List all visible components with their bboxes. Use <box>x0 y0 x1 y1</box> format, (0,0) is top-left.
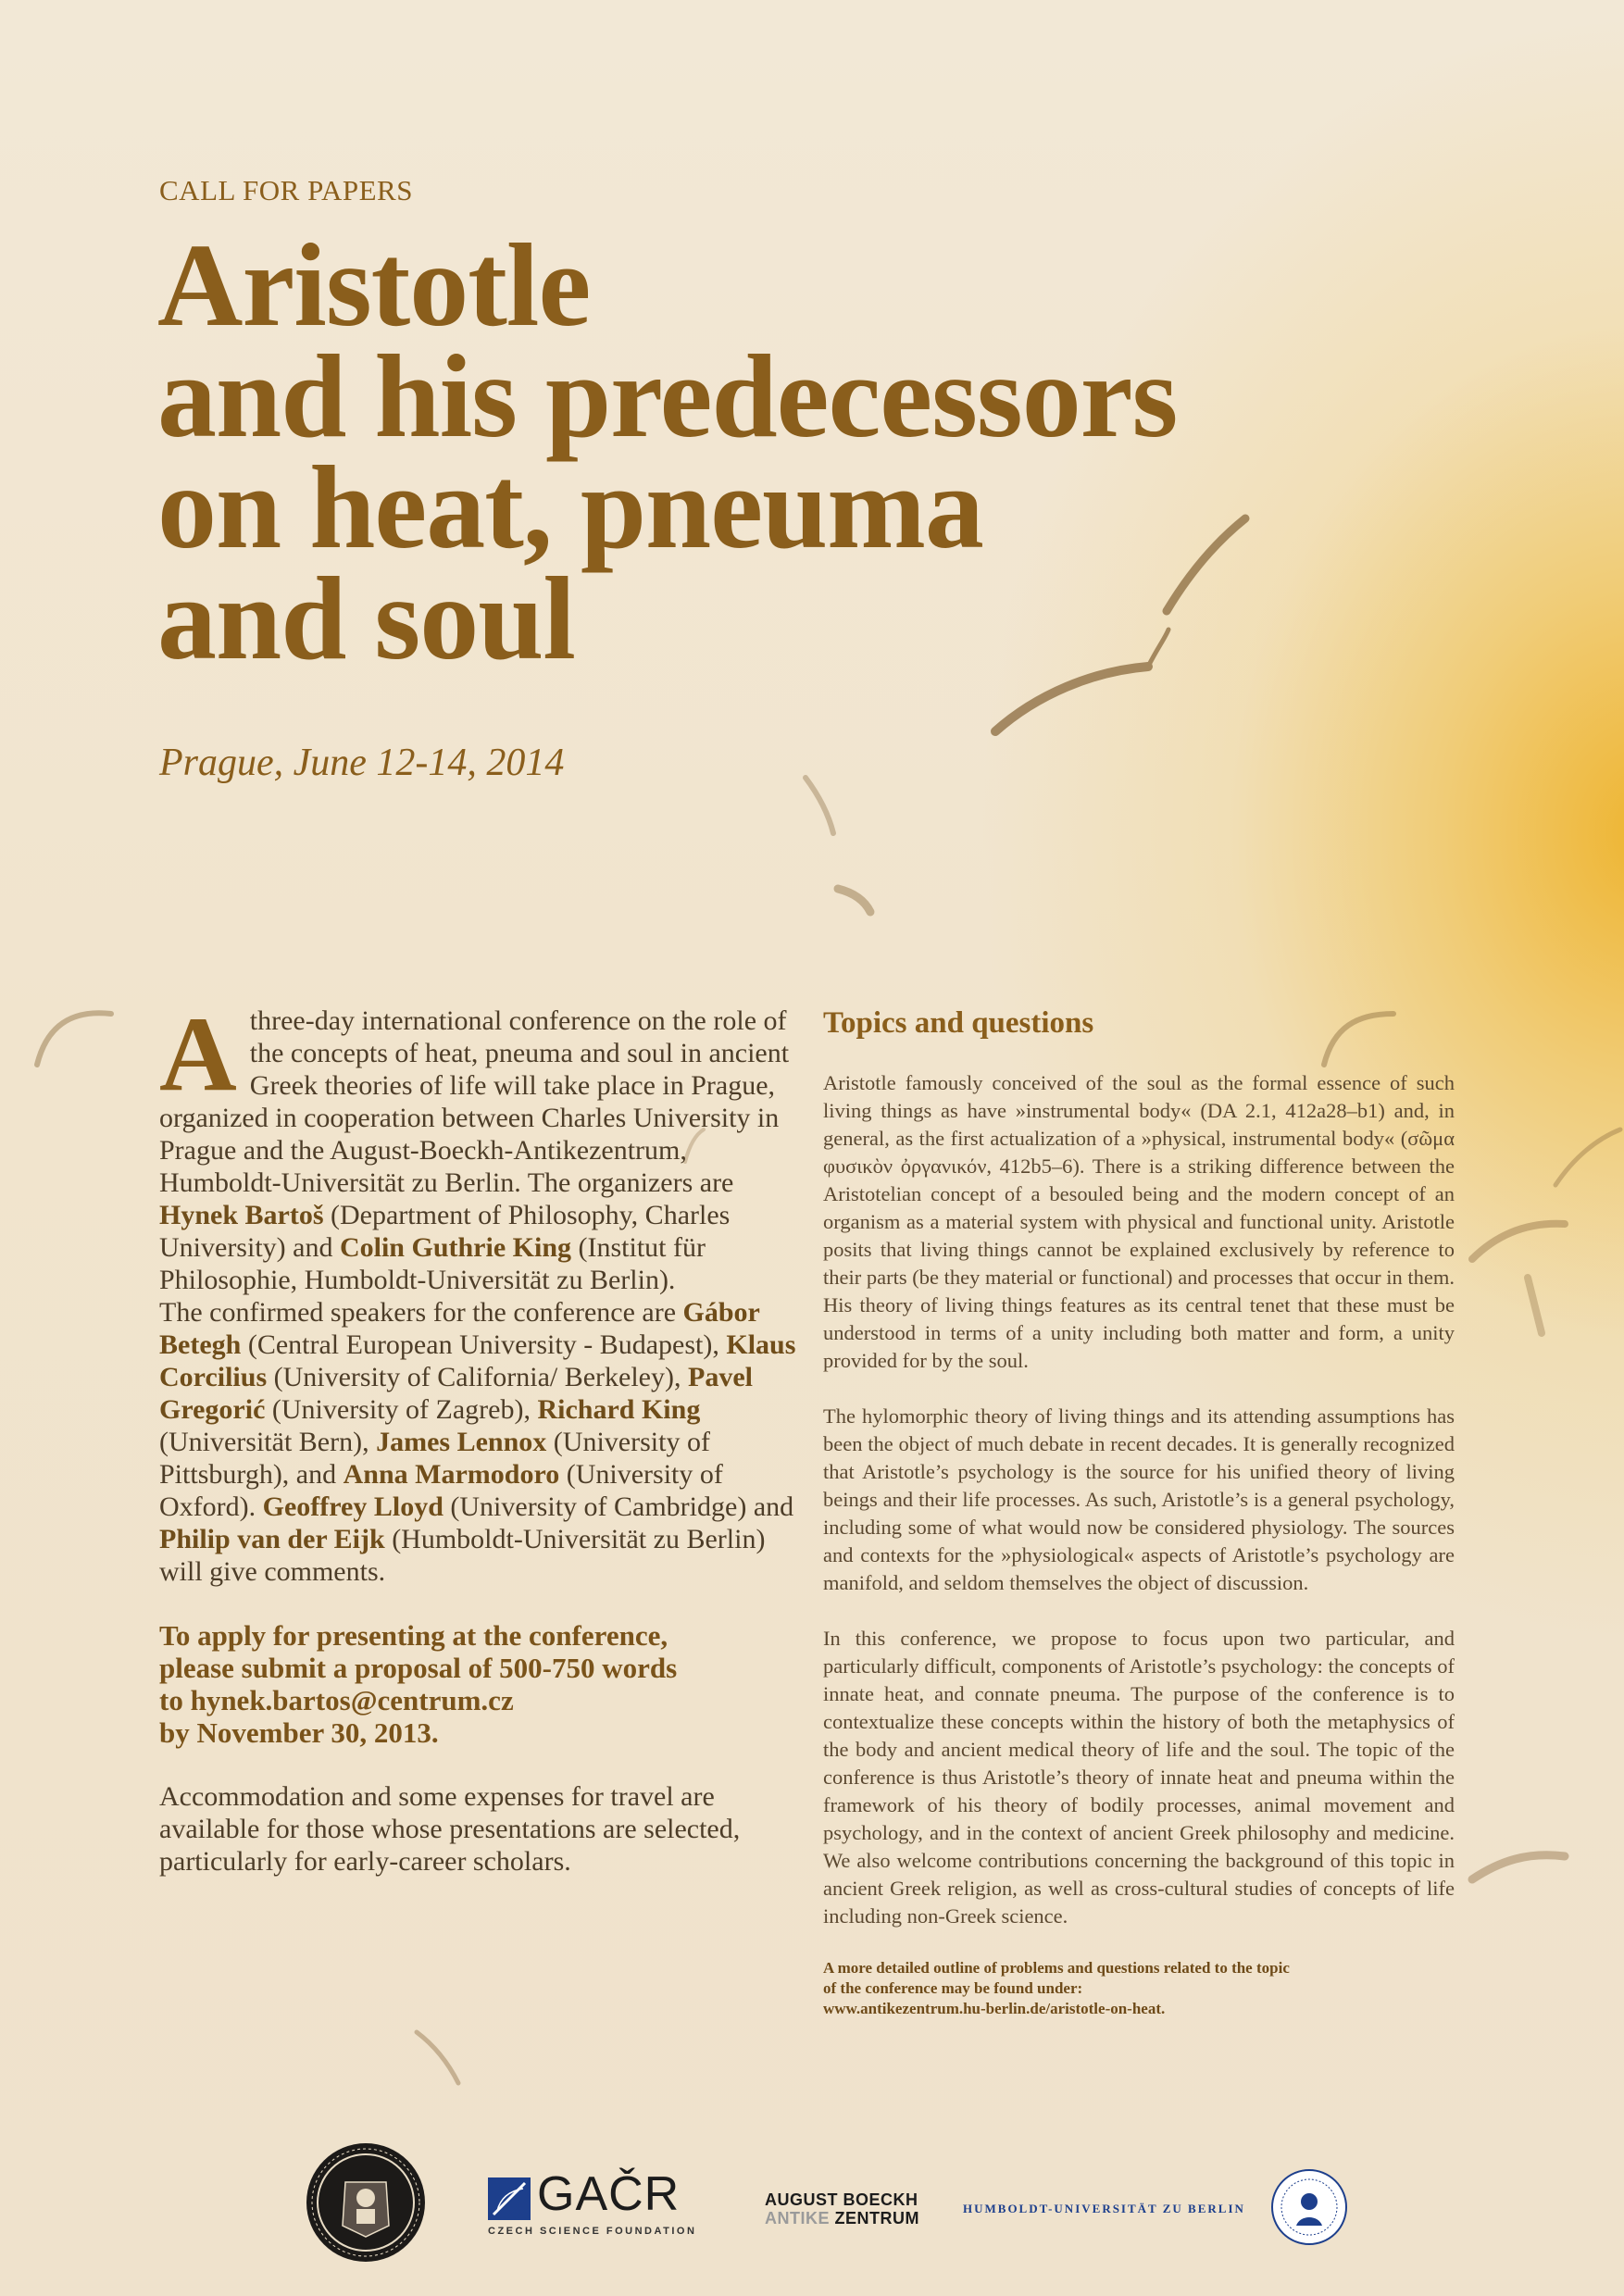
intro-text: (Institut für Philosophie, Humboldt-Universität zu Berlin). <box>159 1232 706 1295</box>
bird-shape <box>995 667 1148 731</box>
apply-line: please submit a proposal of 500-750 words <box>159 1652 678 1684</box>
speaker-affiliation: (Humboldt-Universität zu Berlin) will give comments. <box>159 1524 766 1587</box>
speakers-intro: The confirmed speakers for the conference are <box>159 1297 683 1328</box>
accommodation-note: Accommodation and some expenses for travel are available for those whose presentations are selected, particularly for early-career scholars. <box>159 1781 741 1877</box>
speaker-name: Gábor Betegh <box>159 1297 760 1360</box>
apply-deadline-line: by November 30, 2013. <box>159 1716 439 1749</box>
apply-line: To apply for presenting at the conference, <box>159 1619 668 1652</box>
speaker-name: Philip van der Eijk <box>159 1524 385 1554</box>
bird-shape <box>37 1013 111 1065</box>
topics-paragraph: The hylomorphic theory of living things and its attending assumptions has been the object of much debate in recent decades. It is generally recognized that Aristotle’s psychology is the source for his unified theory of living beings and their life processes. As such, Aristotle’s is a general psychology, including some of what would now be considered physiology. The sources and contexts for the »physiological« aspects of Aristotle’s psychology are manifold, and seldom themselves the object of discussion. <box>823 1404 1455 1594</box>
speaker-affiliation: (Central European University - Budapest), <box>241 1329 727 1360</box>
humboldt-seal-icon <box>1270 2168 1348 2246</box>
title-line: and his predecessors <box>157 331 1178 462</box>
speakers-paragraph <box>159 1296 800 1588</box>
speaker-name: Geoffrey Lloyd <box>262 1491 443 1522</box>
boeckh-logo-line1: AUGUST BOECKH <box>765 2190 918 2209</box>
title-line: and soul <box>157 553 575 684</box>
topics-paragraph: Aristotle famously conceived of the soul as the formal essence of such living things as have »instrumental body« (DA 2.1, 412a28–b1) and, in general, as the first actualization of a »physical, instrumental body« (σῶμα φυσικὸν ὀργανικόν, 412b5–6). There is a striking difference between the Aristotelian concept of a besouled being and the modern concept of an organism as a material system with physical and functional unity. Aristotle posits that living things cannot be explained exclusively by reference to their parts (be they material or functional) and processes that occur in them. His theory of living things features as its central tenet that these must be understood in terms of a unity including both matter and form, a unity provided for by the soul. <box>823 1071 1455 1372</box>
bird-shape <box>1555 1129 1620 1185</box>
gacr-subtitle: CZECH SCIENCE FOUNDATION <box>488 2226 697 2237</box>
speaker-name: Pavel Gregorić <box>159 1362 753 1425</box>
speaker-name: Richard King <box>537 1394 701 1425</box>
gacr-emblem-icon <box>488 2177 531 2220</box>
intro-paragraph <box>159 995 800 1296</box>
drop-cap: A <box>159 995 237 1114</box>
topics-column <box>823 1004 1455 2047</box>
bird-shape <box>838 889 870 912</box>
bird-shape <box>417 2032 458 2083</box>
organizer-name: Hynek Bartoš <box>159 1200 324 1230</box>
intro-text: (Department of Philosophy, Charles University) and <box>159 1200 731 1263</box>
bird-shape <box>1472 1224 1565 1259</box>
boeckh-logo-line2 <box>765 2209 919 2228</box>
bird-shape <box>1472 1855 1565 1879</box>
bird-shape <box>806 778 833 833</box>
apply-email-line[interactable]: to hynek.bartos@centrum.cz <box>159 1684 514 1716</box>
intro-column <box>159 995 800 1878</box>
page-title <box>157 219 1178 684</box>
sponsor-logos <box>0 2129 1624 2259</box>
title-line: on heat, pneuma <box>157 442 983 573</box>
speaker-affiliation: (University of Cambridge) and <box>443 1491 794 1522</box>
speaker-name: Klaus Corcilius <box>159 1329 796 1392</box>
intro-text: three-day international conference on the role of the concepts of heat, pneuma and soul in ancient Greek theories of life will take place in Prague, organized in cooperation between Charles University in Prague and the August-Boeckh-Antikezentrum, Humboldt-Universität zu Berlin. The organizers are <box>159 1005 790 1198</box>
application-instructions <box>159 1619 800 1749</box>
note-line: of the conference may be found under: <box>823 1979 1083 1997</box>
speaker-affiliation: (Universität Bern), <box>159 1427 377 1457</box>
outline-note <box>823 1958 1455 2019</box>
topics-paragraph: In this conference, we propose to focus upon two particular, and particularly difficult, components of Aristotle’s psychology: the concepts of innate heat, and connate pneuma. The purpose of the conference is to contextualize these concepts within the history of both the metaphysics of the body and ancient medical theory of life and the soul. The topic of the conference is thus Aristotle’s theory of innate heat and pneuma within the framework of his theory of bodily processes, animal movement and psychology, and in the context of ancient Greek philosophy and medicine. We also welcome contributions concerning the background of this topic in ancient Greek religion, as well as cross-cultural studies of concepts of life including non-Greek science. <box>823 1627 1455 1928</box>
title-line: Aristotle <box>157 219 591 351</box>
event-dateline: Prague, June 12-14, 2014 <box>159 742 565 784</box>
humboldt-wordmark: HUMBOLDT-UNIVERSITÄT ZU BERLIN <box>963 2202 1245 2215</box>
speaker-name: James Lennox <box>376 1427 547 1457</box>
charles-university-seal-icon <box>304 2140 428 2265</box>
boeckh-zentrum: ZENTRUM <box>830 2209 919 2227</box>
bird-shape <box>1528 1278 1542 1333</box>
speaker-affiliation: (University of Zagreb), <box>265 1394 538 1425</box>
outline-link[interactable]: www.antikezentrum.hu-berlin.de/aristotle-on-heat. <box>823 2000 1166 2017</box>
speaker-affiliation: (University of Oxford). <box>159 1459 723 1522</box>
call-for-papers-label: CALL FOR PAPERS <box>159 174 413 206</box>
speaker-name: Anna Marmodoro <box>343 1459 560 1490</box>
organizer-name: Colin Guthrie King <box>339 1232 572 1263</box>
speaker-affiliation: (University of Pittsburgh), and <box>159 1427 710 1490</box>
gacr-wordmark: GAČR <box>537 2167 681 2221</box>
note-line: A more detailed outline of problems and questions related to the topic <box>823 1959 1290 1977</box>
speaker-affiliation: (University of California/ Berkeley), <box>267 1362 688 1392</box>
boeckh-antike: ANTIKE <box>765 2209 830 2227</box>
bird-shape <box>1167 518 1245 611</box>
topics-heading: Topics and questions <box>823 1006 1094 1040</box>
